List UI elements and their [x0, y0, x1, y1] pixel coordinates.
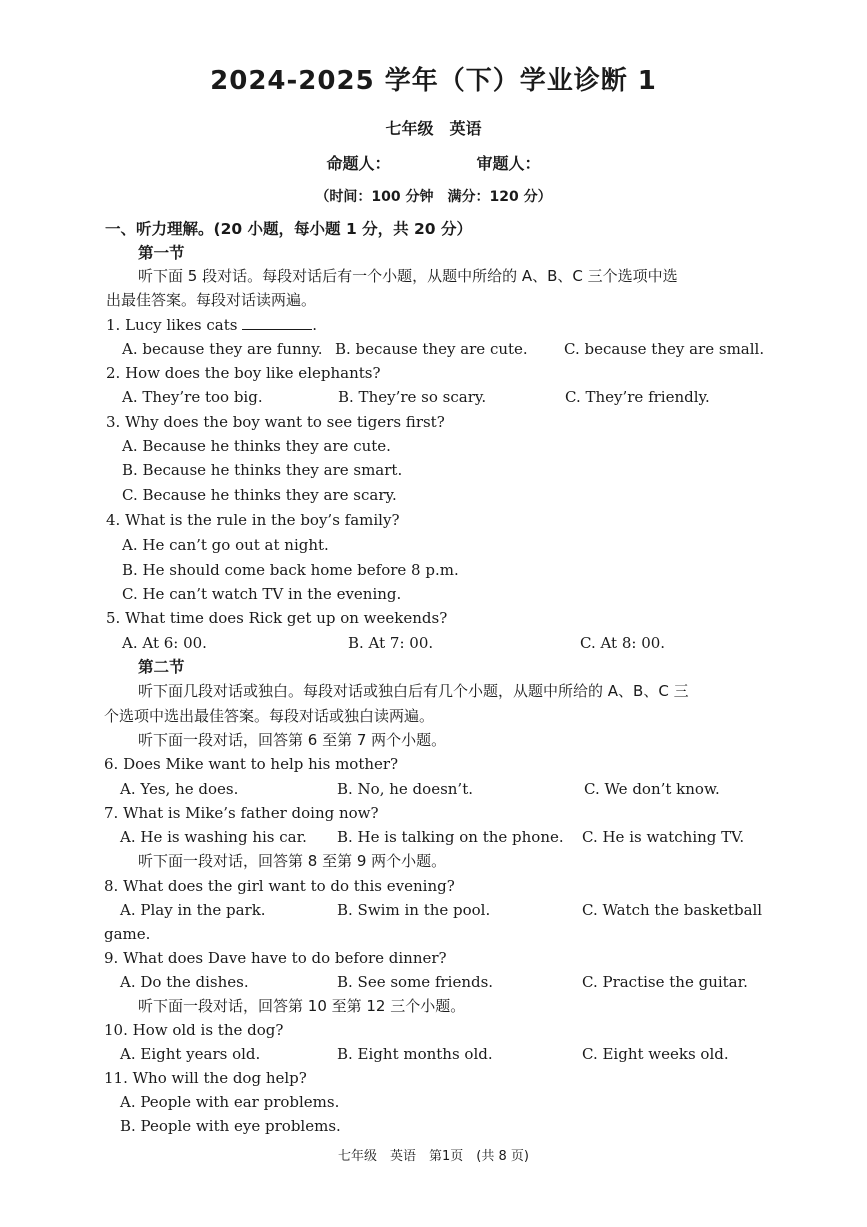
- question-5-option-a: A. At 6: 00.: [122, 634, 207, 652]
- question-10-stem: 10. How old is the dog?: [104, 1021, 284, 1039]
- question-1-option-c: C. because they are small.: [564, 340, 765, 358]
- question-8-option-a: A. Play in the park.: [120, 901, 266, 919]
- question-5-stem: 5. What time does Rick get up on weekends?: [106, 609, 448, 627]
- question-6-option-a: A. Yes, he does.: [120, 780, 239, 798]
- note-questions-6-7: 听下面一段对话，回答第 6 至第 7 两个小题。: [138, 731, 447, 749]
- question-3-stem: 3. Why does the boy want to see tigers first?: [106, 413, 445, 431]
- time-info: （时间：100 分钟 满分：120 分）: [315, 189, 552, 205]
- question-8-option-c: C. Watch the basketball: [582, 901, 763, 919]
- question-3-option-c: C. Because he thinks they are scary.: [122, 486, 397, 504]
- page-footer: 七年级 英语 第1页 (共 8 页): [338, 1149, 529, 1164]
- question-1-option-a: A. because they are funny.: [122, 340, 323, 358]
- question-10-option-c: C. Eight weeks old.: [582, 1045, 729, 1063]
- question-1-stem: 1. Lucy likes cats .: [106, 316, 318, 334]
- question-9-option-c: C. Practise the guitar.: [582, 973, 748, 991]
- author-line: [0, 151, 867, 174]
- grade-subject: 七年级 英语: [385, 119, 482, 138]
- question-3-option-b: B. Because he thinks they are smart.: [122, 461, 403, 479]
- page-title: 2024-2025 学年（下）学业诊断 1: [210, 66, 657, 96]
- question-9-option-b: B. See some friends.: [337, 973, 494, 991]
- question-2-stem: 2. How does the boy like elephants?: [106, 364, 381, 382]
- question-7-stem: 7. What is Mike’s father doing now?: [104, 804, 379, 822]
- question-2-option-c: C. They’re friendly.: [565, 388, 710, 406]
- question-6-option-b: B. No, he doesn’t.: [337, 780, 473, 798]
- note-questions-10-12: 听下面一段对话，回答第 10 至第 12 三个小题。: [138, 997, 466, 1015]
- section-heading: 一、听力理解。(20 小题，每小题 1 分，共 20 分）: [105, 220, 472, 238]
- author-label: 命题人：: [326, 154, 391, 173]
- question-4-option-a: A. He can’t go out at night.: [122, 536, 329, 554]
- question-4-option-b: B. He should come back home before 8 p.m.: [122, 561, 459, 579]
- question-8-option-b: B. Swim in the pool.: [337, 901, 491, 919]
- question-1-option-b: B. because they are cute.: [335, 340, 528, 358]
- reviewer-label: 审题人：: [476, 154, 541, 173]
- question-5-option-b: B. At 7: 00.: [348, 634, 434, 652]
- question-7-option-a: A. He is washing his car.: [120, 828, 307, 846]
- part2-title: 第二节: [138, 658, 185, 676]
- question-11-option-a: A. People with ear problems.: [120, 1093, 340, 1111]
- question-8-stem: 8. What does the girl want to do this evening?: [104, 877, 455, 895]
- part1-title: 第一节: [138, 244, 185, 262]
- part2-instruction: 听下面几段对话或独白。每段对话或独白后有几个小题，从题中所给的 A、B、C 三: [138, 682, 689, 700]
- question-9-stem: 9. What does Dave have to do before dinner?: [104, 949, 447, 967]
- answer-blank: [242, 315, 312, 330]
- question-7-option-c: C. He is watching TV.: [582, 828, 745, 846]
- part1-instruction-cont: 出最佳答案。每段对话读两遍。: [106, 291, 317, 309]
- question-9-option-a: A. Do the dishes.: [120, 973, 249, 991]
- question-4-stem: 4. What is the rule in the boy’s family?: [106, 511, 400, 529]
- question-11-stem: 11. Who will the dog help?: [104, 1069, 307, 1087]
- part1-instruction: 听下面 5 段对话。每段对话后有一个小题，从题中所给的 A、B、C 三个选项中选: [138, 267, 678, 285]
- question-11-option-b: B. People with eye problems.: [120, 1117, 341, 1135]
- part2-instruction-cont: 个选项中选出最佳答案。每段对话或独白读两遍。: [104, 707, 435, 725]
- question-10-option-b: B. Eight months old.: [337, 1045, 493, 1063]
- question-6-stem: 6. Does Mike want to help his mother?: [104, 755, 399, 773]
- question-8-option-c-cont: game.: [104, 925, 151, 943]
- question-10-option-a: A. Eight years old.: [120, 1045, 261, 1063]
- note-questions-8-9: 听下面一段对话，回答第 8 至第 9 两个小题。: [138, 852, 447, 870]
- question-7-option-b: B. He is talking on the phone.: [337, 828, 564, 846]
- question-2-option-b: B. They’re so scary.: [338, 388, 487, 406]
- question-4-option-c: C. He can’t watch TV in the evening.: [122, 585, 402, 603]
- question-5-option-c: C. At 8: 00.: [580, 634, 666, 652]
- question-6-option-c: C. We don’t know.: [584, 780, 720, 798]
- question-3-option-a: A. Because he thinks they are cute.: [122, 437, 391, 455]
- question-2-option-a: A. They’re too big.: [122, 388, 263, 406]
